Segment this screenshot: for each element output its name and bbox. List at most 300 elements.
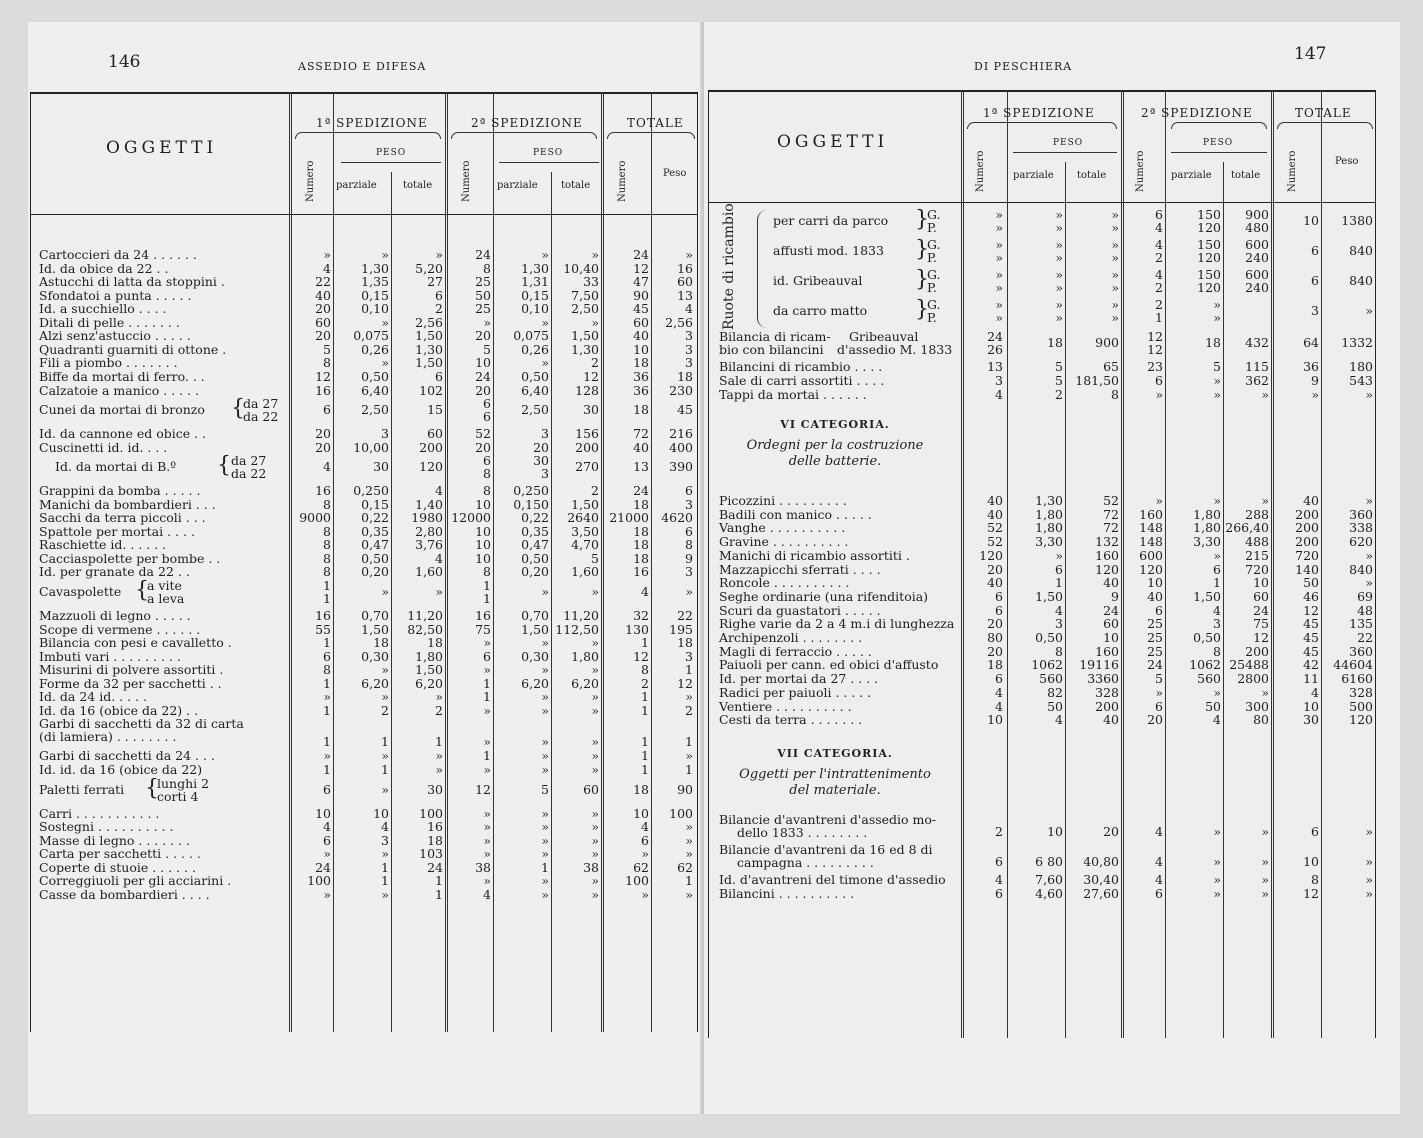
row-value: 200 (1295, 534, 1319, 550)
row-value: 50 (1205, 698, 1221, 714)
row-value: 1062 (1189, 657, 1221, 673)
row-value: 18 (987, 657, 1003, 673)
row-value: 24 (633, 247, 649, 262)
row-value: » (1213, 547, 1221, 563)
row-value: 12 (677, 675, 693, 691)
row-value: 10 (987, 712, 1003, 728)
row-value: » (483, 314, 491, 330)
row-value: 1980 (411, 510, 443, 526)
row-value: 1 (483, 675, 491, 691)
row-value: » (1365, 871, 1373, 887)
row-label: Magli di ferraccio . . . . . (719, 643, 872, 659)
row-value: » (381, 662, 389, 678)
row-value: 25 (1147, 643, 1163, 659)
row-label: Vanghe . . . . . . . . . . (719, 520, 846, 536)
row-value: 900 (1095, 335, 1119, 350)
row-value: 1 (323, 591, 331, 606)
row-value: 72 (1103, 506, 1119, 522)
row-label: Roncole . . . . . . . . . . (719, 575, 850, 591)
bilancia-label-1: Bilancia di ricam- (719, 329, 831, 344)
row-label: Cacciaspolette per bombe . . (39, 550, 221, 566)
row-value: 2,80 (415, 523, 443, 539)
row-value: 2 (1155, 297, 1163, 312)
row-value: 4 (685, 301, 693, 317)
row-value: 0,47 (361, 537, 389, 553)
row-value: 100 (307, 873, 331, 889)
row-value: 4 (1155, 823, 1163, 839)
row-value: 2 (435, 301, 443, 317)
row-value: 1 (323, 702, 331, 718)
row-value: 300 (1245, 698, 1269, 714)
row-value: 18 (633, 496, 649, 512)
left-running-head: ASSEDIO E DIFESA (298, 60, 427, 73)
row-label: Quadranti guarniti di ottone . (39, 341, 227, 357)
left-header-peso2: PESO (533, 148, 564, 158)
row-value: » (435, 748, 443, 764)
row-value: 15 (427, 402, 443, 418)
row-value: 0,10 (521, 301, 549, 317)
row-value: 0,50 (361, 550, 389, 566)
row-value: » (483, 846, 491, 862)
row-value: 0,20 (361, 564, 389, 580)
row-label: Casse da bombardieri . . . . (39, 886, 210, 902)
row-value: » (381, 781, 389, 797)
brace-glyph: { (217, 453, 231, 479)
row-value: 0,15 (361, 287, 389, 303)
row-value: 24 (315, 859, 331, 875)
row-value: 60 (315, 314, 331, 330)
row-value: 6 (995, 588, 1003, 604)
bilancia-right-1: Gribeauval (849, 329, 919, 344)
row-value: » (1311, 387, 1319, 402)
bil2-line2: campagna . . . . . . . . . (737, 854, 874, 870)
bilancia-right-2: d'assedio M. 1833 (837, 342, 953, 357)
cunei-sub-a: da 27 (243, 396, 279, 412)
row-value: » (541, 689, 549, 705)
row-value: 10 (1303, 698, 1319, 714)
row-value: 840 (1349, 273, 1373, 288)
row-value: 8 (1055, 643, 1063, 659)
row-value: 13 (633, 459, 649, 475)
row-label: Ventiere . . . . . . . . . . (719, 698, 852, 714)
row-value: 55 (315, 621, 331, 637)
row-value: 5 (483, 341, 491, 357)
row-value: 36 (633, 382, 649, 398)
row-value: » (381, 886, 389, 902)
row-value: 4 (995, 387, 1003, 402)
row-value: 5 (1055, 359, 1063, 374)
row-value: 6 (483, 409, 491, 425)
row-value: 0,075 (513, 328, 549, 344)
row-value: » (591, 748, 599, 764)
row-value: 0,70 (521, 608, 549, 623)
row-value: 1 (685, 734, 693, 750)
row-value: 720 (1295, 547, 1319, 563)
row-value: 1 (381, 873, 389, 889)
row-value: 1 (685, 662, 693, 678)
row-value: 18 (1205, 335, 1221, 350)
row-value: 20 (475, 328, 491, 344)
row-value: 10 (1047, 823, 1063, 839)
cavaspolette-sub-b: a leva (147, 591, 185, 606)
right-header-peso-col: Peso (1335, 156, 1359, 167)
row-value: 1,40 (415, 496, 443, 512)
row-value: » (641, 846, 649, 862)
row-label: Ditali di pelle . . . . . . . (39, 314, 180, 330)
row-value: » (1155, 387, 1163, 402)
row-value: 8 (483, 260, 491, 276)
bil1-line1: Bilancie d'avantreni d'assedio mo- (719, 811, 937, 827)
row-value: » (323, 748, 331, 764)
row-value: 3 (685, 496, 693, 512)
row-value: 50 (1047, 698, 1063, 714)
row-value: 0,26 (521, 341, 549, 357)
row-value: » (323, 886, 331, 902)
row-value: » (591, 805, 599, 821)
row-value: 132 (1095, 534, 1119, 550)
row-value: 75 (475, 621, 491, 637)
row-value: 25 (1147, 630, 1163, 645)
row-value: 6 (483, 396, 491, 412)
row-value: » (591, 886, 599, 902)
row-value: 25488 (1229, 657, 1269, 673)
row-label: Tappi da mortai . . . . . . (719, 387, 867, 402)
row-value: 1,50 (361, 621, 389, 637)
row-value: 4 (1155, 267, 1163, 282)
row-value: 160 (1095, 643, 1119, 659)
row-value: 1 (381, 734, 389, 750)
row-value: 6 (1311, 823, 1319, 839)
row-value: » (1365, 547, 1373, 563)
row-value: 16 (475, 608, 491, 623)
row-value: » (1365, 853, 1373, 869)
row-value: 12 (1303, 885, 1319, 901)
row-value: 1,35 (361, 274, 389, 290)
row-value: 0,150 (513, 496, 549, 512)
row-value: » (1213, 387, 1221, 402)
category-6-subtitle: Ordegni per la costruzione (746, 438, 924, 453)
row-value: » (541, 819, 549, 835)
row-value: 18 (427, 635, 443, 651)
row-value: 90 (677, 781, 693, 797)
row-value: 20 (533, 439, 549, 455)
row-value: 10 (1253, 575, 1269, 591)
ruote-item-label: id. Gribeauval (773, 273, 863, 288)
row-value: 135 (1349, 616, 1373, 632)
row-value: 10 (1103, 630, 1119, 645)
row-value: 4 (435, 550, 443, 566)
row-value: 2,50 (361, 402, 389, 418)
mortai-sub-b: da 22 (231, 466, 267, 482)
row-label: Carri . . . . . . . . . . . (39, 805, 160, 821)
row-value: 18 (1047, 335, 1063, 350)
row-value: 120 (419, 459, 443, 475)
right-page (704, 22, 1400, 1114)
row-value: 24 (633, 483, 649, 499)
row-value: 60 (633, 314, 649, 330)
row-value: 12 (475, 781, 491, 797)
row-value: 24 (987, 329, 1003, 344)
row-value: 8 (323, 550, 331, 566)
row-value: 10 (633, 341, 649, 357)
p-label: P. (927, 220, 937, 235)
left-header-parziale2: parziale (497, 180, 538, 191)
row-value: » (591, 702, 599, 718)
row-value: 18 (633, 355, 649, 371)
row-value: 1380 (1341, 213, 1373, 228)
row-value: 12 (583, 368, 599, 384)
row-value: » (381, 247, 389, 262)
row-value: 1 (641, 702, 649, 718)
row-value: 82,50 (407, 621, 443, 637)
row-label: Paiuoli per cann. ed obici d'affusto (719, 657, 939, 673)
row-value: 6 (995, 853, 1003, 869)
row-value: 4 (1055, 712, 1063, 728)
row-value: » (541, 761, 549, 777)
row-value: 40 (633, 439, 649, 455)
row-value: 60 (677, 274, 693, 290)
paletti-sub-b: corti 4 (157, 788, 199, 804)
row-value: » (541, 748, 549, 764)
row-label: Sostegni . . . . . . . . . . (39, 819, 174, 835)
row-value: 18 (633, 537, 649, 553)
row-value: 840 (1349, 561, 1373, 577)
row-value: 18 (633, 781, 649, 797)
row-value: 8 (483, 466, 491, 482)
row-value: 120 (1139, 561, 1163, 577)
row-value: 4 (1055, 602, 1063, 618)
row-value: 36 (1303, 359, 1319, 374)
row-value: » (995, 267, 1003, 282)
row-value: 60 (1103, 616, 1119, 632)
row-value: 215 (1245, 547, 1269, 563)
right-header-peso1: PESO (1053, 138, 1084, 148)
row-value: 16 (315, 608, 331, 623)
row-value: 4 (381, 819, 389, 835)
ruote-label: Ruote di ricambio (721, 203, 737, 330)
garbi-line2: (di lamiera) . . . . . . . . (39, 729, 177, 745)
row-value: 600 (1245, 237, 1269, 252)
category-7-title: VII CATEGORIA. (777, 746, 893, 760)
row-value: 13 (987, 359, 1003, 374)
right-header-numero3: Numero (1287, 150, 1298, 192)
paletti-sub-a: lunghi 2 (157, 775, 210, 791)
row-value: 9 (1311, 373, 1319, 388)
row-value: 3 (685, 355, 693, 371)
row-value: 12 (633, 648, 649, 664)
row-label: Scuri da guastatori . . . . . (719, 602, 881, 618)
row-value: 40 (987, 506, 1003, 522)
row-value: 47 (633, 274, 649, 290)
row-value: » (1155, 684, 1163, 700)
row-value: 20 (315, 439, 331, 455)
row-value: 20 (315, 301, 331, 317)
row-value: 6 (323, 832, 331, 848)
row-value: 2 (591, 483, 599, 499)
row-value: 0,70 (361, 608, 389, 623)
row-value: 4,60 (1035, 885, 1063, 901)
row-value: 1,60 (571, 564, 599, 580)
row-value: 600 (1139, 547, 1163, 563)
row-value: 6 (1155, 602, 1163, 618)
row-label: Coperte di stuoie . . . . . . (39, 859, 196, 875)
row-value: 1 (1213, 575, 1221, 591)
row-value: 900 (1245, 207, 1269, 222)
row-label: Manichi da bombardieri . . . (39, 496, 216, 512)
category-7-subtitle-2: del materiale. (789, 782, 881, 798)
row-value: 140 (1295, 561, 1319, 577)
row-value: 20 (475, 382, 491, 398)
row-value: 4 (1213, 602, 1221, 618)
row-value: 7,60 (1035, 871, 1063, 887)
row-value: 6 (995, 885, 1003, 901)
row-value: 69 (1357, 588, 1373, 604)
row-label: Scope di vermene . . . . . . (39, 621, 201, 637)
row-value: 1 (323, 734, 331, 750)
row-value: 3 (541, 426, 549, 442)
row-value: 6 80 (1035, 853, 1063, 869)
row-value: 3 (1213, 616, 1221, 632)
row-value: 4 (1155, 853, 1163, 869)
row-value: » (1261, 823, 1269, 839)
row-value: 720 (1245, 561, 1269, 577)
row-value: 1,80 (415, 648, 443, 664)
row-value: » (541, 805, 549, 821)
row-value: 6,20 (521, 675, 549, 691)
row-value: 30,40 (1083, 871, 1119, 887)
cunei-sub-b: da 22 (243, 409, 279, 425)
row-value: 543 (1349, 373, 1373, 388)
row-value: » (591, 819, 599, 835)
row-value: 30 (533, 453, 549, 469)
row-value: 3 (685, 564, 693, 580)
row-value: 5 (1213, 359, 1221, 374)
row-value: 1 (1155, 310, 1163, 325)
row-value: 1,30 (415, 341, 443, 357)
row-value: 432 (1245, 335, 1269, 350)
row-value: 200 (575, 439, 599, 455)
row-value: 4 (995, 684, 1003, 700)
row-value: 6,20 (571, 675, 599, 691)
category-7-subtitle: Oggetti per l'intrattenimento (739, 766, 931, 782)
row-value: 6 (1055, 561, 1063, 577)
row-value: 24 (1147, 657, 1163, 673)
row-value: » (381, 846, 389, 862)
row-value: 1,50 (1193, 588, 1221, 604)
row-value: » (591, 689, 599, 705)
row-value: 40 (987, 575, 1003, 591)
row-value: 6 (1155, 885, 1163, 901)
row-value: 20 (987, 616, 1003, 632)
row-value: 6,20 (361, 675, 389, 691)
row-value: 1062 (1031, 657, 1063, 673)
mortai-sub-a: da 27 (231, 453, 267, 469)
row-value: » (541, 832, 549, 848)
row-value: 120 (1197, 250, 1221, 265)
row-value: 64 (1303, 335, 1319, 350)
row-value: 130 (625, 621, 649, 637)
row-value: » (995, 220, 1003, 235)
row-value: » (1055, 310, 1063, 325)
row-value: 82 (1047, 684, 1063, 700)
row-value: 4 (1213, 712, 1221, 728)
row-value: 1 (685, 873, 693, 889)
ruote-item-label: da carro matto (773, 303, 868, 318)
brace-glyph: { (135, 578, 149, 603)
row-value: » (483, 662, 491, 678)
row-value: 62 (677, 859, 693, 875)
row-value: 1 (641, 761, 649, 777)
row-value: 52 (987, 534, 1003, 550)
row-value: 24 (475, 247, 491, 262)
row-value: » (995, 297, 1003, 312)
bil1-line2: dello 1833 . . . . . . . . (737, 824, 868, 840)
row-value: 6 (685, 483, 693, 499)
row-value: 4 (995, 871, 1003, 887)
row-value: 0,075 (353, 328, 389, 344)
row-value: 560 (1197, 671, 1221, 687)
row-value: 12 (315, 368, 331, 384)
row-value: » (1111, 237, 1119, 252)
row-value: 12 (633, 260, 649, 276)
row-value: 40 (987, 493, 1003, 508)
row-value: 2 (995, 823, 1003, 839)
row-value: 156 (575, 426, 599, 442)
row-value: 2 (435, 702, 443, 718)
row-value: 3360 (1087, 671, 1119, 687)
category-6-subtitle-2: delle batterie. (788, 454, 882, 469)
row-value: 8 (641, 662, 649, 678)
left-header-numero2: Numero (461, 160, 472, 202)
row-value: 16 (633, 564, 649, 580)
row-value: 1 (641, 734, 649, 750)
row-value: 10,40 (563, 260, 599, 276)
row-value: 6 (995, 671, 1003, 687)
row-value: 480 (1245, 220, 1269, 235)
row-value: 1 (323, 578, 331, 593)
row-label: Masse di legno . . . . . . . (39, 832, 191, 848)
row-value: 120 (1095, 561, 1119, 577)
row-value: 1 (435, 734, 443, 750)
category-6-title: VI CATEGORIA. (780, 418, 890, 431)
row-value: 500 (1349, 698, 1373, 714)
row-value: » (1261, 684, 1269, 700)
row-value: 45 (677, 402, 693, 418)
row-value: 2,56 (415, 314, 443, 330)
row-value: » (641, 886, 649, 902)
row-value: 3 (381, 426, 389, 442)
row-value: » (591, 662, 599, 678)
row-value: 103 (419, 846, 443, 862)
row-label: Imbuti vari . . . . . . . . . (39, 648, 181, 664)
right-header-sped1: 1ª SPEDIZIONE (983, 106, 1095, 120)
row-value: 1 (323, 675, 331, 691)
row-value: 20 (315, 328, 331, 344)
row-value: 10 (1147, 575, 1163, 591)
row-value: » (1213, 871, 1221, 887)
row-value: 128 (575, 382, 599, 398)
right-header-peso2: PESO (1203, 138, 1234, 148)
row-value: » (483, 702, 491, 718)
row-value: 328 (1095, 684, 1119, 700)
row-value: » (483, 873, 491, 889)
left-page (28, 22, 700, 1114)
row-value: » (381, 584, 389, 599)
row-value: 0,50 (1193, 630, 1221, 645)
row-value: 6 (435, 287, 443, 303)
row-value: 8 (483, 564, 491, 580)
row-value: » (591, 846, 599, 862)
